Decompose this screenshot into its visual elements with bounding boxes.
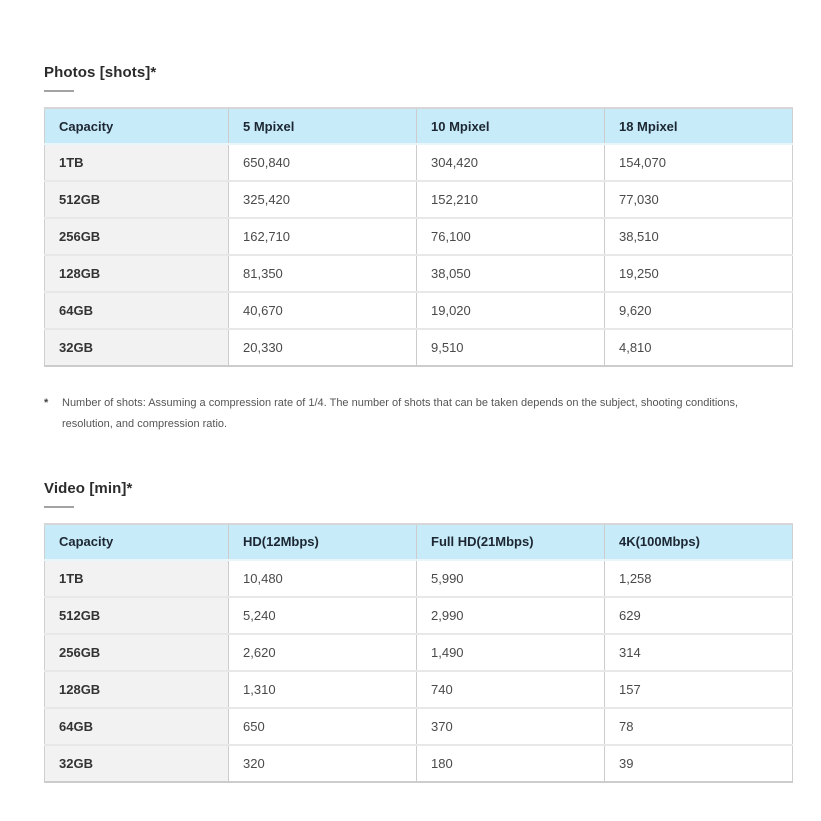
photos-section-title: Photos [shots]* bbox=[44, 64, 157, 81]
capacity-cell: 128GB bbox=[45, 255, 229, 292]
value-cell: 157 bbox=[604, 671, 792, 708]
table-row bbox=[45, 181, 793, 218]
value-cell: 77,030 bbox=[604, 181, 792, 218]
table-row bbox=[45, 671, 793, 708]
value-cell: 629 bbox=[604, 597, 792, 634]
value-cell: 1,310 bbox=[229, 671, 417, 708]
value-cell: 2,990 bbox=[417, 597, 605, 634]
capacity-cell: 512GB bbox=[45, 597, 229, 634]
photos-header-18mpixel: 18 Mpixel bbox=[604, 108, 792, 144]
value-cell: 740 bbox=[417, 671, 605, 708]
value-cell: 1,490 bbox=[417, 634, 605, 671]
value-cell: 9,620 bbox=[604, 292, 792, 329]
value-cell: 19,020 bbox=[417, 292, 605, 329]
footnote-asterisk: * bbox=[44, 397, 49, 409]
capacity-cell: 32GB bbox=[45, 329, 229, 366]
value-cell: 38,510 bbox=[604, 218, 792, 255]
video-title-underline bbox=[44, 506, 74, 508]
value-cell: 304,420 bbox=[417, 144, 605, 181]
value-cell: 4,810 bbox=[604, 329, 792, 366]
table-row bbox=[45, 255, 793, 292]
value-cell: 154,070 bbox=[604, 144, 792, 181]
capacity-cell: 1TB bbox=[45, 560, 229, 597]
video-section bbox=[44, 480, 793, 783]
video-header-4k: 4K(100Mbps) bbox=[604, 524, 792, 560]
value-cell: 650,840 bbox=[229, 144, 417, 181]
table-row bbox=[45, 560, 793, 597]
value-cell: 38,050 bbox=[417, 255, 605, 292]
capacity-cell: 64GB bbox=[45, 292, 229, 329]
value-cell: 650 bbox=[229, 708, 417, 745]
value-cell: 78 bbox=[604, 708, 792, 745]
value-cell: 5,990 bbox=[417, 560, 605, 597]
value-cell: 5,240 bbox=[229, 597, 417, 634]
table-row bbox=[45, 708, 793, 745]
value-cell: 1,258 bbox=[604, 560, 792, 597]
value-cell: 39 bbox=[604, 745, 792, 782]
table-row bbox=[45, 292, 793, 329]
photos-header-capacity: Capacity bbox=[45, 108, 229, 144]
value-cell: 320 bbox=[229, 745, 417, 782]
capacity-cell: 128GB bbox=[45, 671, 229, 708]
value-cell: 19,250 bbox=[604, 255, 792, 292]
video-table bbox=[44, 523, 793, 783]
value-cell: 2,620 bbox=[229, 634, 417, 671]
capacity-cell: 256GB bbox=[45, 634, 229, 671]
capacity-cell: 64GB bbox=[45, 708, 229, 745]
capacity-cell: 32GB bbox=[45, 745, 229, 782]
value-cell: 325,420 bbox=[229, 181, 417, 218]
value-cell: 9,510 bbox=[417, 329, 605, 366]
photos-table-header bbox=[45, 108, 793, 144]
table-row bbox=[45, 218, 793, 255]
value-cell: 314 bbox=[604, 634, 792, 671]
capacity-cell: 512GB bbox=[45, 181, 229, 218]
capacity-cell: 1TB bbox=[45, 144, 229, 181]
value-cell: 10,480 bbox=[229, 560, 417, 597]
table-row bbox=[45, 329, 793, 366]
table-row bbox=[45, 597, 793, 634]
video-header-hd: HD(12Mbps) bbox=[229, 524, 417, 560]
video-header-row bbox=[45, 524, 793, 560]
value-cell: 20,330 bbox=[229, 329, 417, 366]
photos-footnote bbox=[44, 393, 793, 436]
table-row bbox=[45, 745, 793, 782]
table-row bbox=[45, 144, 793, 181]
photos-header-5mpixel: 5 Mpixel bbox=[229, 108, 417, 144]
photos-header-10mpixel: 10 Mpixel bbox=[417, 108, 605, 144]
value-cell: 76,100 bbox=[417, 218, 605, 255]
video-header-capacity: Capacity bbox=[45, 524, 229, 560]
value-cell: 180 bbox=[417, 745, 605, 782]
value-cell: 40,670 bbox=[229, 292, 417, 329]
photos-table bbox=[44, 107, 793, 367]
table-row bbox=[45, 634, 793, 671]
capacity-cell: 256GB bbox=[45, 218, 229, 255]
photos-section bbox=[44, 64, 793, 436]
photos-header-row bbox=[45, 108, 793, 144]
video-section-title: Video [min]* bbox=[44, 479, 133, 497]
value-cell: 152,210 bbox=[417, 181, 605, 218]
value-cell: 370 bbox=[417, 708, 605, 745]
video-table-header bbox=[45, 524, 793, 560]
photos-title-underline bbox=[44, 90, 74, 92]
value-cell: 81,350 bbox=[229, 255, 417, 292]
video-header-fullhd: Full HD(21Mbps) bbox=[417, 524, 605, 560]
footnote-text: Number of shots: Assuming a compression rate of 1/4. The number of shots that can be taken depends on the subject, shooting conditions, resolution, and compression ratio. bbox=[62, 397, 739, 431]
value-cell: 162,710 bbox=[229, 218, 417, 255]
